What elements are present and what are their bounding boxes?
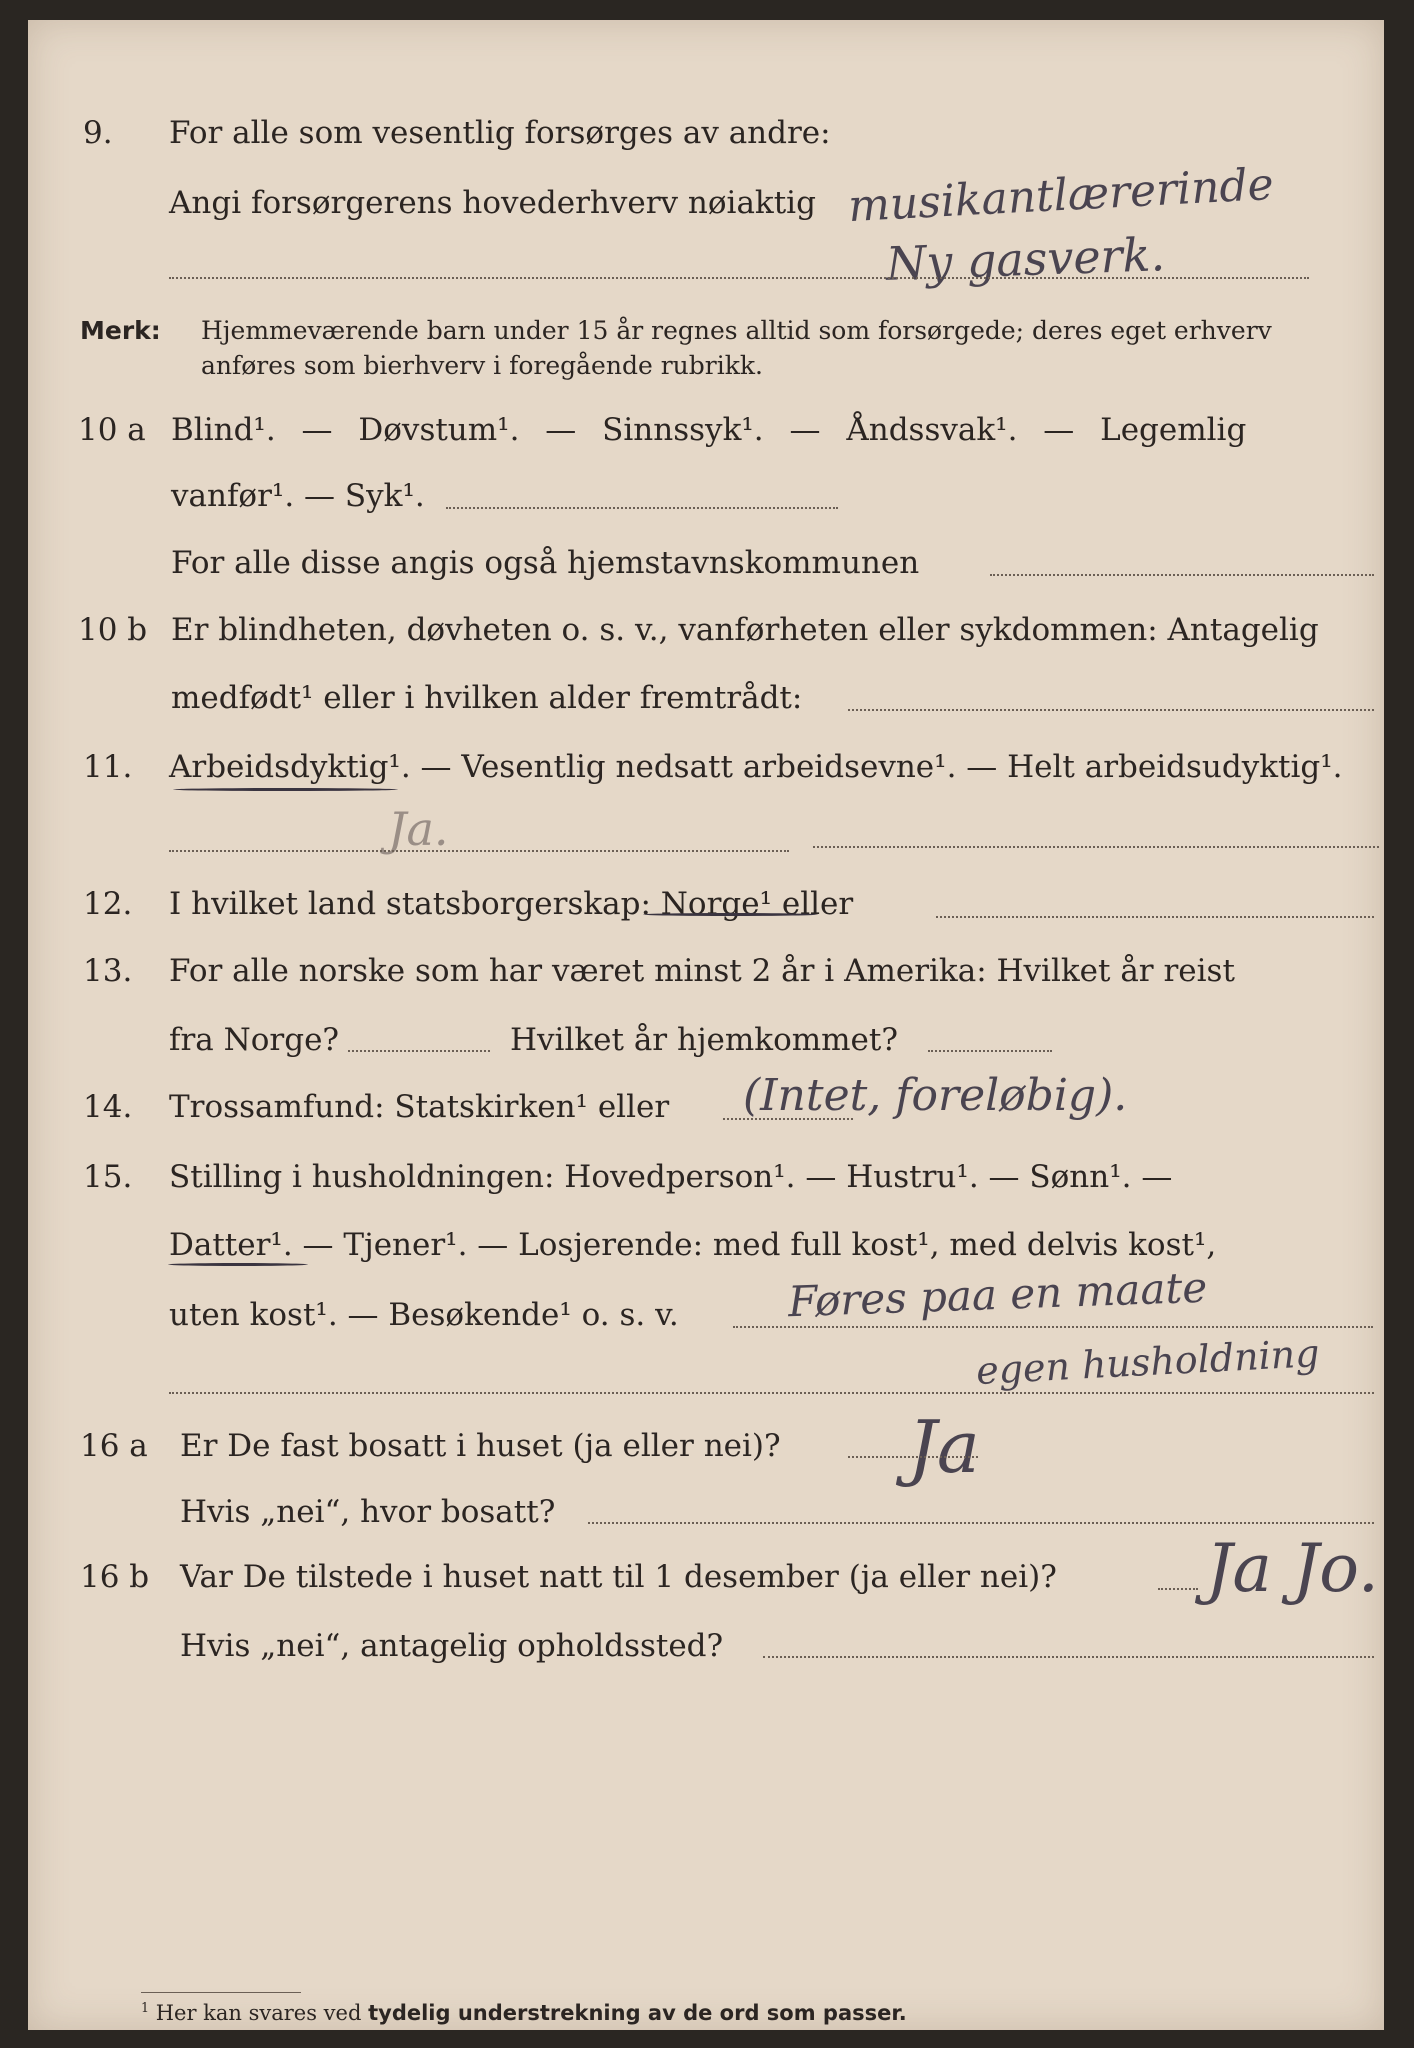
q13-text-2a: fra Norge? [169, 1022, 340, 1058]
q16b-text-1: Var De tilstede i huset natt til 1 desember (ja eller nei)? [180, 1559, 1057, 1595]
q14-handwriting: (Intet, foreløbig). [743, 1070, 1128, 1121]
q15-text-3: uten kost¹. — Besøkende¹ o. s. v. [169, 1297, 679, 1333]
merk-text-2: anføres som bierhverv i foregående rubrikk. [201, 351, 763, 380]
q9-handwriting-2: Ny gasverk. [885, 227, 1166, 291]
q15-answer-line-1 [733, 1326, 1373, 1328]
q11-answer-line-2 [813, 846, 1379, 848]
q15-handwriting: Føres paa en maate [787, 1262, 1208, 1327]
footnote-text-bold: tydelig understrekning av de ord som passer. [368, 2001, 907, 2025]
q9-answer-line [169, 277, 1309, 279]
footnote [141, 2000, 907, 2025]
q13-answer-line-1 [348, 1050, 490, 1052]
q16a-answer-line-1 [848, 1456, 978, 1458]
merk-text-1: Hjemmeværende barn under 15 år regnes alltid som forsørgede; deres eget erhverv [201, 316, 1272, 345]
q9-text-2: Angi forsørgerens hovederhverv nøiaktig [169, 185, 816, 221]
q10b-answer-line [848, 709, 1374, 711]
q9-text-1: For alle som vesentlig forsørges av andre: [169, 115, 831, 151]
q16a-number: 16 a [80, 1428, 148, 1464]
q11-underline-mark [173, 788, 398, 791]
q16b-answer-line-2 [763, 1656, 1374, 1658]
q10b-number: 10 b [78, 612, 148, 648]
q10a-text-3: For alle disse angis også hjemstavnskommunen [171, 545, 920, 581]
census-form-page [28, 20, 1384, 2030]
q12-number: 12. [83, 886, 133, 922]
q15-underline-mark [168, 1263, 308, 1266]
q15-answer-line-2 [169, 1392, 1374, 1394]
q9-number: 9. [83, 115, 113, 151]
q10b-text-1: Er blindheten, døvheten o. s. v., vanførheten eller sykdommen: Antagelig [171, 612, 1319, 648]
q14-number: 14. [83, 1089, 133, 1125]
footnote-mark: 1 [141, 2000, 150, 2015]
q12-answer-line [936, 916, 1374, 918]
q13-text-2b: Hvilket år hjemkommet? [510, 1022, 898, 1058]
q16a-text-1: Er De fast bosatt i huset (ja eller nei)? [180, 1428, 781, 1464]
q16a-handwriting: Ja [908, 1405, 980, 1489]
footnote-rule [141, 1992, 301, 1993]
q12-text-1: I hvilket land statsborgerskap: Norge¹ eller [169, 886, 854, 922]
footnote-text-plain: Her kan svares ved [155, 2001, 362, 2025]
q15-text-2: Datter¹. — Tjener¹. — Losjerende: med full kost¹, med delvis kost¹, [169, 1227, 1217, 1263]
q11-number: 11. [83, 749, 133, 785]
q11-answer-line-1 [169, 850, 789, 852]
q16b-text-2: Hvis „nei“, antagelig opholdssted? [180, 1628, 724, 1664]
q10b-text-2: medfødt¹ eller i hvilken alder fremtrådt: [171, 680, 803, 716]
q14-answer-line [723, 1118, 853, 1120]
q16b-answer-line-1 [1158, 1588, 1198, 1590]
q13-number: 13. [83, 953, 133, 989]
q13-text-1: For alle norske som har været minst 2 år i Amerika: Hvilket år reist [169, 953, 1235, 989]
q13-answer-line-2 [928, 1050, 1052, 1052]
q11-handwriting: Ja. [388, 802, 449, 856]
q10a-text-2: vanfør¹. — Syk¹. [171, 478, 425, 514]
q16a-text-2: Hvis „nei“, hvor bosatt? [180, 1494, 556, 1530]
q16b-number: 16 b [80, 1559, 150, 1595]
q14-text-1: Trossamfund: Statskirken¹ eller [169, 1089, 670, 1125]
q9-handwriting: musikantlærerinde [846, 158, 1275, 233]
q16a-answer-line-2 [588, 1522, 1374, 1524]
q10a-text-1: Blind¹. — Døvstum¹. — Sinnssyk¹. — Åndssvak¹. — Legemlig [171, 412, 1247, 448]
q15-number: 15. [83, 1159, 133, 1195]
q12-underline-mark [643, 913, 818, 916]
q16b-handwriting: Ja Jo. [1206, 1530, 1379, 1607]
q15-text-1: Stilling i husholdningen: Hovedperson¹. — Hustru¹. — Sønn¹. — [169, 1159, 1173, 1195]
q15-handwriting-2: egen husholdning [975, 1331, 1321, 1393]
q11-text-1: Arbeidsdyktig¹. — Vesentlig nedsatt arbeidsevne¹. — Helt arbeidsudyktig¹. [169, 749, 1343, 785]
q10a-answer-line-2 [990, 574, 1374, 576]
q10a-answer-line-1 [446, 507, 838, 509]
q10a-number: 10 a [78, 412, 146, 448]
merk-label: Merk: [80, 316, 161, 345]
